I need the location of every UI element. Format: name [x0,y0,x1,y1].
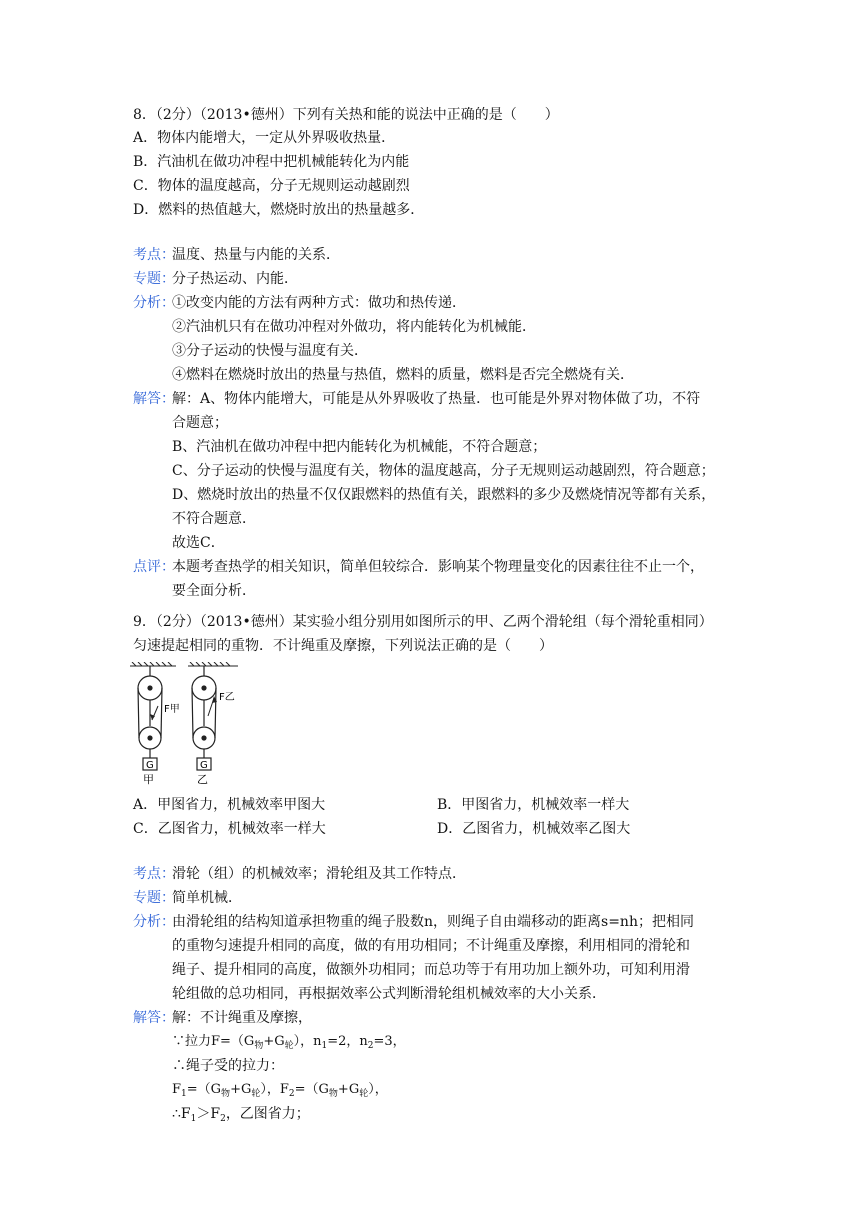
subscript: 轮 [251,1089,261,1099]
q8-option-c: C．物体的温度越高，分子无规则运动越剧烈 [133,178,410,194]
q9-fenxi-line: 由滑轮组的结构知道承担物重的绳子股数n，则绳子自由端移动的距离s=nh；把相同 [172,914,694,930]
q9-option-d: D．乙图省力，机械效率乙图大 [437,821,631,837]
q8-kaodian-label: 考点： [133,247,175,263]
q9-fenxi-line: 轮组做的总功相同，再根据效率公式判断滑轮组机械效率的大小关系． [172,986,606,1002]
subscript: 1 [190,1114,197,1124]
q8-fenxi-line: ①改变内能的方法有两种方式：做功和热传递． [172,295,466,311]
q8-jieda-line: 不符合题意． [172,511,256,527]
formula-text: ＞F [196,1106,221,1122]
formula-text: ）， [368,1082,388,1097]
q9-fenxi-line: 绳子、提升相同的高度，做额外功相同；而总功等于有用功加上额外功，可知利用滑 [172,962,690,978]
formula-text: =3， [373,1034,406,1049]
q9-jieda-formula-rope [172,1080,388,1104]
q8-zhuanti-label: 专题： [133,271,175,287]
q8-fenxi-line: ④燃料在燃烧时放出的热量与热值，燃料的质量，燃料是否完全燃烧有关． [172,367,634,383]
label-f-yi: F乙 [219,692,235,703]
q8-dianping-label: 点评： [133,559,175,575]
label-g-left: G [146,760,154,771]
q9-stem-line: 9．（2分）（2013•德州）某实验小组分别用如图所示的甲、乙两个滑轮组（每个滑轮重相同） [133,614,713,630]
q9-kaodian-label: 考点： [133,866,175,882]
q8-dianping-line: 本题考查热学的相关知识，简单但较综合．影响某个物理量变化的因素往往不止一个， [172,559,704,575]
subscript: 物 [328,1089,338,1099]
formula-text: ），F [260,1082,289,1097]
q8-option-b: B．汽油机在做功冲程中把机械能转化为内能 [133,154,410,170]
q8-dianping-line: 要全面分析． [172,583,256,599]
q8-fenxi-line: ②汽油机只有在做功冲程对外做功，将内能转化为机械能． [172,319,536,335]
subscript: 2 [288,1089,295,1099]
q8-jieda-line: C、分子运动的快慢与温度有关，物体的温度越高，分子无规则运动越剧烈，符合题意； [172,463,715,479]
label-f-jia: F甲 [164,704,180,715]
formula-text: ，乙图省力； [225,1106,310,1122]
q9-jieda-label: 解答： [133,1010,175,1026]
q8-fenxi-line: ③分子运动的快慢与温度有关． [172,343,368,359]
subscript: 物 [221,1089,231,1099]
subscript: 1 [181,1089,187,1099]
formula-text: +G [337,1082,360,1097]
q8-jieda-line: D、燃烧时放出的热量不仅仅跟燃料的热值有关，跟燃料的多少及燃烧情况等都有关系， [172,487,716,503]
q8-jieda-line: 故选C． [172,535,225,551]
formula-text: =（G [186,1082,222,1097]
subscript: 1 [321,1041,328,1051]
q9-zhuanti: 简单机械． [172,890,242,906]
subscript: 2 [367,1041,374,1051]
formula-text: +G [263,1034,285,1049]
pulley-diagram [128,662,244,786]
q8-stem: 8．（2分）（2013•德州）下列有关热和能的说法中正确的是（ ） [133,107,559,123]
formula-text: F [172,1082,182,1097]
q8-kaodian: 温度、热量与内能的关系． [172,247,340,263]
subscript: 轮 [359,1089,369,1099]
formula-text: +G [230,1082,252,1097]
q8-zhuanti: 分子热运动、内能． [172,271,298,287]
formula-text: =（G [294,1082,329,1097]
q8-jieda-line: 合题意； [172,415,228,431]
q9-option-b: B．甲图省力，机械效率一样大 [437,797,630,813]
q9-stem-line: 匀速提起相同的重物．不计绳重及摩擦，下列说法正确的是（ ） [133,638,553,654]
q8-option-a: A．物体内能增大，一定从外界吸收热量． [133,130,396,146]
subscript: 轮 [284,1041,294,1051]
formula-text: =2，n [327,1034,368,1049]
q9-jieda-line: ∴绳子受的拉力： [172,1058,284,1074]
q9-jieda-conclusion [172,1104,310,1129]
q9-fenxi-label: 分析： [133,914,175,930]
q9-kaodian: 滑轮（组）的机械效率；滑轮组及其工作特点． [172,866,466,882]
q8-option-d: D．燃料的热值越大，燃烧时放出的热量越多． [133,202,425,218]
q9-zhuanti-label: 专题： [133,890,175,906]
formula-text: ∵拉力F=（G [172,1034,255,1049]
label-g-right: G [200,760,208,771]
q9-jieda-formula-force [172,1032,406,1056]
q8-fenxi-label: 分析： [133,295,175,311]
q8-jieda-line: 解：A、物体内能增大，可能是从外界吸收了热量．也可能是外界对物体做了功，不符 [172,391,701,407]
q9-jieda-line: 解：不计绳重及摩擦， [172,1010,312,1026]
formula-text: ∴F [172,1106,191,1122]
label-jia: 甲 [143,773,154,786]
q8-jieda-label: 解答： [133,391,175,407]
pulley-figure [128,662,244,786]
q9-option-c: C．乙图省力，机械效率一样大 [133,821,326,837]
formula-text: ），n [293,1034,322,1049]
subscript: 2 [220,1114,226,1124]
q9-fenxi-line: 的重物匀速提升相同的高度，做的有用功相同；不计绳重及摩擦，利用相同的滑轮和 [172,938,690,954]
subscript: 物 [254,1041,264,1051]
q8-jieda-line: B、汽油机在做功冲程中把内能转化为机械能，不符合题意； [172,439,547,455]
q9-option-a: A．甲图省力，机械效率甲图大 [133,797,326,813]
label-yi: 乙 [197,773,208,786]
